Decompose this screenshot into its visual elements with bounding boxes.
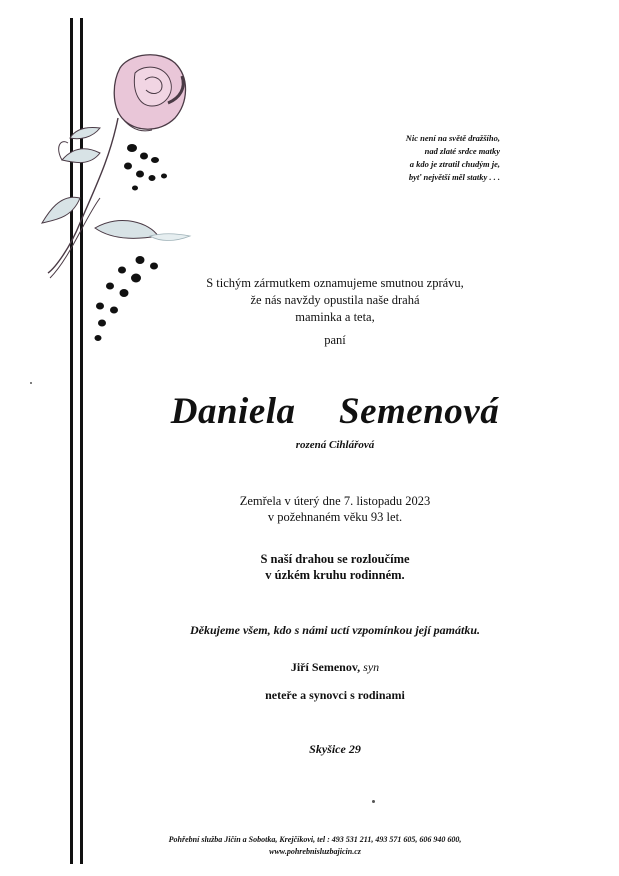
rose-leaf: [150, 234, 190, 241]
rose-leaf: [95, 220, 158, 238]
mourner-relation: syn: [363, 660, 380, 674]
rose-leaf: [70, 127, 100, 138]
footer-contact: Pohřební služba Jičín a Sobotka, Krejčíkovi, tel : 493 531 211, 493 571 605, 606 940 600,: [168, 835, 462, 844]
footer-website: www.pohrebnisluzbajicin.cz: [269, 847, 361, 856]
rose-leaf: [62, 149, 100, 163]
death-notice-line: v požehnaném věku 93 let.: [267, 509, 403, 524]
announcement: [120, 275, 550, 326]
maiden-name: rozená Cihlářová: [295, 439, 375, 451]
farewell-line: v úzkém kruhu rodinném.: [265, 568, 405, 582]
death-notice: [120, 494, 550, 525]
farewell-notice: [120, 551, 550, 583]
speck: [30, 382, 32, 384]
rose-stem: [48, 118, 118, 273]
funeral-service-footer: [105, 834, 525, 858]
mourner-name: Jiří Semenov,: [290, 660, 361, 674]
death-notice-line: Zemřela v úterý dne 7. listopadu 2023: [239, 494, 431, 508]
announcement-line: maminka a teta,: [295, 310, 375, 324]
rose-petal: [134, 67, 171, 106]
deceased-name: [120, 390, 550, 433]
poem-line: a kdo je ztratil chudým je,: [409, 159, 500, 169]
announcement-line: S tichým zármutkem oznamujeme smutnou zprávu,: [206, 276, 464, 290]
farewell-line: S naší drahou se rozloučíme: [260, 552, 410, 566]
speck: [372, 800, 375, 803]
poem-line: nad zlaté srdce matky: [424, 146, 500, 156]
poem: [350, 132, 500, 184]
thanks-note: Děkujeme všem, kdo s námi uctí vzpomínkou její památku.: [189, 623, 480, 637]
honorific: paní: [324, 333, 346, 347]
poem-line: byť největší měl statky . . .: [408, 172, 500, 182]
address: Skyšice 29: [309, 742, 361, 756]
mourner-son: [120, 660, 550, 675]
mourner-family: neteře a synovci s rodinami: [265, 688, 405, 702]
rose-leaf: [42, 197, 80, 223]
announcement-line: že nás navždy opustila naše drahá: [250, 293, 420, 307]
poem-line: Nic není na světě dražšího,: [405, 133, 500, 143]
deceased-name-text: Daniela Semenová: [170, 391, 500, 432]
